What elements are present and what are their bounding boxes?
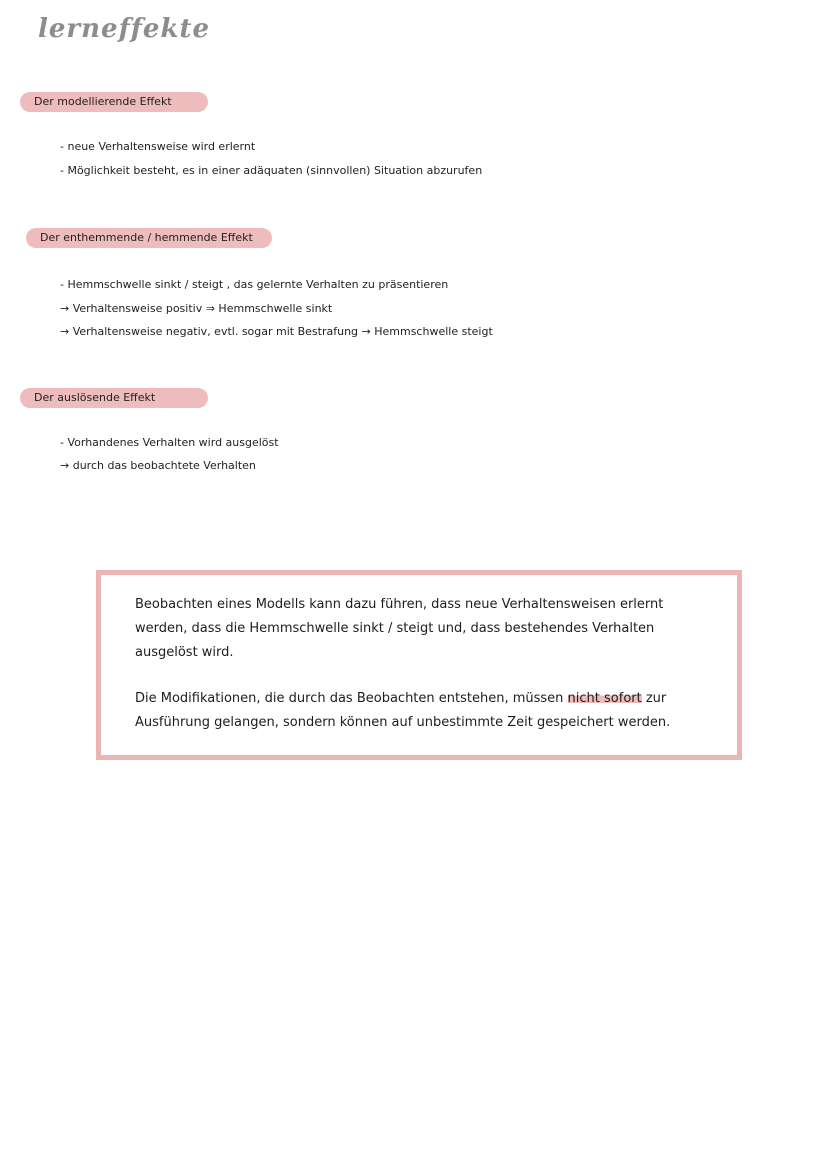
summary-paragraph-1: Beobachten eines Modells kann dazu führen, dass neue Verhaltensweisen erlernt werden, dass die Hemmschwelle sinkt / steigt und, dass bestehendes Verhalten ausgelöst wird.: [135, 597, 664, 660]
section-heading-modellierend: Der modellierende Effekt: [20, 92, 208, 112]
page-title: lerneffekte: [38, 14, 211, 44]
section-heading-ausloesend: Der auslösende Effekt: [20, 388, 208, 408]
section-2-line-3: → Verhaltensweise negativ, evtl. sogar mit Bestrafung → Hemmschwelle steigt: [60, 325, 493, 338]
section-2-line-2: → Verhaltensweise positiv ⇒ Hemmschwelle sinkt: [60, 302, 333, 315]
summary-paragraph-2-start: Die Modifikationen, die durch das Beobachten entstehen, müssen: [135, 691, 568, 706]
section-1-line-1: - neue Verhaltensweise wird erlernt: [60, 140, 256, 153]
section-2-line-1: - Hemmschwelle sinkt / steigt , das gelernte Verhalten zu präsentieren: [60, 278, 449, 291]
highlighted-phrase: nicht sofort: [567, 691, 642, 706]
section-1-line-2: - Möglichkeit besteht, es in einer adäquaten (sinnvollen) Situation abzurufen: [60, 164, 483, 177]
section-3-line-2: → durch das beobachtete Verhalten: [60, 459, 256, 472]
section-heading-enthemmend: Der enthemmende / hemmende Effekt: [26, 228, 272, 248]
summary-box: [96, 570, 742, 760]
section-3-line-1: - Vorhandenes Verhalten wird ausgelöst: [60, 436, 279, 449]
summary-paragraph-2-end: zur Ausführung gelangen, sondern können auf unbestimmte Zeit gespeichert werden.: [135, 691, 671, 730]
summary-paragraph-2: [135, 687, 705, 735]
